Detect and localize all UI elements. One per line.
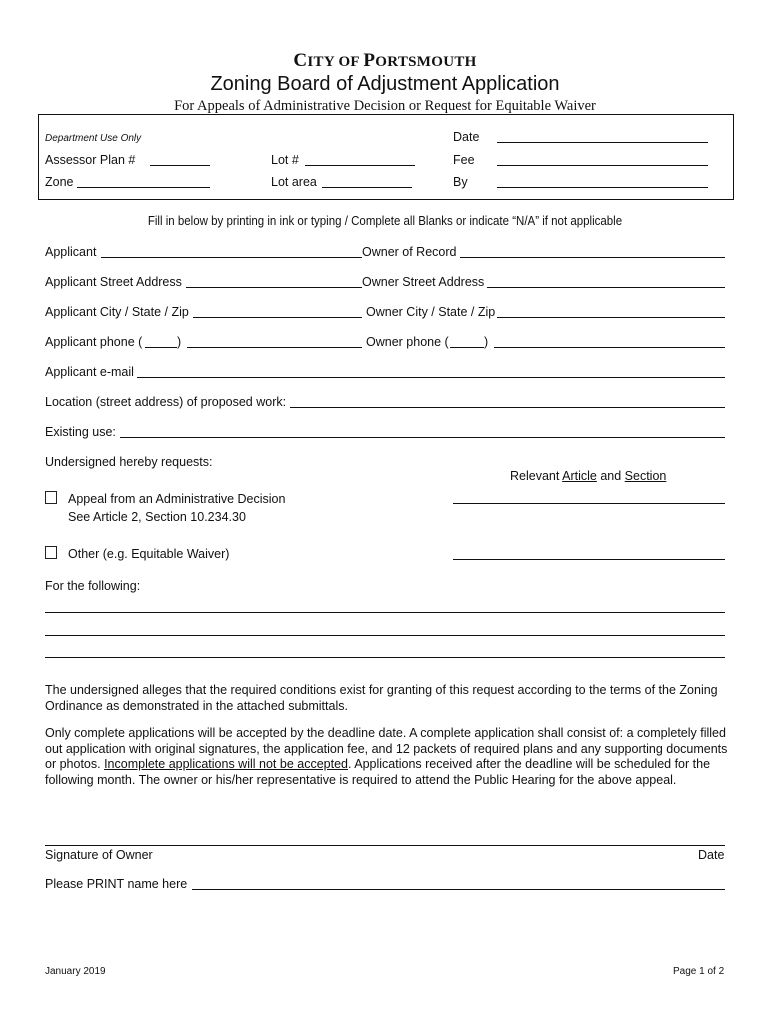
assessor-plan-label: Assessor Plan # [45, 153, 136, 167]
appeal-option-label: Appeal from an Administrative Decision [68, 492, 286, 506]
lot-area-label: Lot area [271, 175, 317, 189]
other-article-field[interactable] [453, 559, 725, 560]
for-following-label: For the following: [45, 579, 141, 593]
conditions-paragraph: The undersigned alleges that the required conditions exist for granting of this request according to the terms of the Zoning Ordinance as demonstrated in the attached submittals. [45, 683, 718, 713]
department-use-label: Department Use Only [45, 133, 142, 144]
applicant-email-label: Applicant e-mail [45, 365, 134, 379]
form-subtitle: For Appeals of Administrative Decision or Request for Equitable Waiver [174, 98, 596, 114]
by-field[interactable] [497, 187, 708, 188]
lot-area-field[interactable] [322, 187, 412, 188]
zone-field[interactable] [77, 187, 210, 188]
applicant-phone-field[interactable] [187, 347, 362, 348]
other-option-label: Other (e.g. Equitable Waiver) [68, 547, 230, 561]
page-number: Page 1 of 2 [673, 966, 725, 977]
applicant-phone-area-field[interactable] [145, 347, 177, 348]
dept-date-label: Date [453, 130, 480, 144]
fee-label: Fee [453, 153, 475, 167]
existing-use-field[interactable] [120, 437, 725, 438]
print-name-label: Please PRINT name here [45, 877, 188, 891]
appeal-article-reference: See Article 2, Section 10.234.30 [68, 510, 246, 524]
owner-street-label: Owner Street Address [362, 275, 485, 289]
applicant-phone-label: Applicant phone ( [45, 335, 143, 349]
signature-field[interactable] [45, 845, 725, 846]
owner-of-record-field[interactable] [460, 257, 725, 258]
for-following-line-1[interactable] [45, 612, 725, 613]
location-field[interactable] [290, 407, 725, 408]
owner-city-label: Owner City / State / Zip [366, 305, 496, 319]
zone-label: Zone [45, 175, 74, 189]
location-label: Location (street address) of proposed work: [45, 395, 287, 409]
other-checkbox[interactable] [45, 546, 57, 559]
applicant-phone-close: ) [177, 335, 182, 349]
lot-number-field[interactable] [305, 165, 415, 166]
dept-date-field[interactable] [497, 142, 708, 143]
for-following-line-3[interactable] [45, 657, 725, 658]
print-name-field[interactable] [192, 889, 725, 890]
owner-phone-area-field[interactable] [450, 347, 484, 348]
owner-city-field[interactable] [497, 317, 725, 318]
applicant-street-field[interactable] [186, 287, 362, 288]
by-label: By [453, 175, 468, 189]
for-following-line-2[interactable] [45, 635, 725, 636]
owner-street-field[interactable] [487, 287, 725, 288]
city-title: CITY OF PORTSMOUTH [293, 50, 477, 71]
footer-date: January 2019 [45, 966, 106, 977]
fee-field[interactable] [497, 165, 708, 166]
applicant-city-field[interactable] [193, 317, 362, 318]
applicant-email-field[interactable] [137, 377, 725, 378]
owner-of-record-label: Owner of Record [362, 245, 457, 259]
assessor-plan-field[interactable] [150, 165, 210, 166]
signature-owner-label: Signature of Owner [45, 848, 153, 862]
existing-use-label: Existing use: [45, 425, 116, 439]
applicant-field[interactable] [101, 257, 362, 258]
owner-phone-label: Owner phone ( [366, 335, 449, 349]
applicant-label: Applicant [45, 245, 97, 259]
lot-number-label: Lot # [271, 153, 299, 167]
appeal-article-field[interactable] [453, 503, 725, 504]
applicant-city-label: Applicant City / State / Zip [45, 305, 189, 319]
instructions: Fill in below by printing in ink or typing / Complete all Blanks or indicate “N/A” if not applicable [147, 214, 623, 228]
relevant-article-section-label: Relevant Article and Section [510, 469, 667, 483]
appeal-checkbox[interactable] [45, 491, 57, 504]
owner-phone-field[interactable] [494, 347, 725, 348]
form-title: Zoning Board of Adjustment Application [210, 73, 560, 95]
requests-heading: Undersigned hereby requests: [45, 455, 213, 469]
owner-phone-close: ) [484, 335, 489, 349]
requirements-paragraph: Only complete applications will be accepted by the deadline date. A complete application shall consist of: a completely filled out application with original signatures, the application fee, and 12 packets of required plans and any supporting documents or photos. Incomplete applications will not be accepted. Applications received after the deadline will be scheduled for the following month. The owner or his/her representative is required to attend the Public Hearing for the above appeal. [45, 726, 728, 787]
signature-date-label: Date [698, 848, 725, 862]
applicant-street-label: Applicant Street Address [45, 275, 182, 289]
